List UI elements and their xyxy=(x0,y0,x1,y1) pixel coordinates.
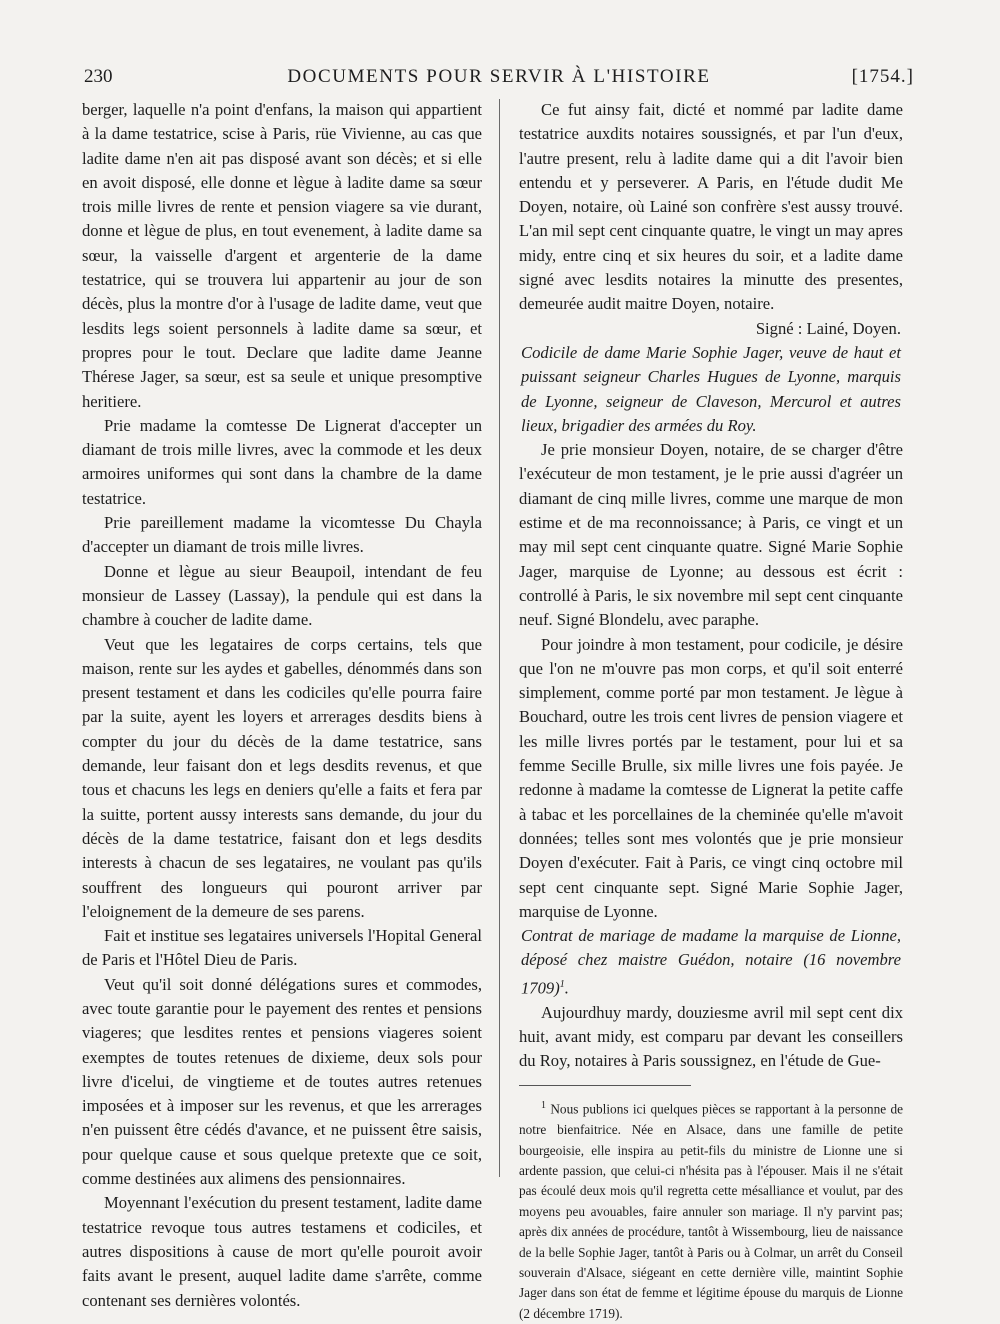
signature-line: Signé : Lainé, Doyen. xyxy=(755,318,901,338)
footnote xyxy=(519,1096,903,1324)
left-column xyxy=(82,98,482,1313)
running-year: [1754.] xyxy=(851,66,914,87)
footnote-text: Nous publions ici quelques pièces se rapportant à la personne de notre bienfaitrice. Née en Alsace, dans une famille de petite bourgeoisie, elle inspira au petit-fils du ministre de Lionne une si ardente passion, que celui-ci n'hésita pas à l'épouser. Mais il ne s'était pas écoulé deux mois qu'il regretta cette mésalliance et voulut, par des moyens peu avouables, faire annuler son mariage. Il n'y parvint pas; après dix années de procédure, tantôt à Wissembourg, lieu de naissance de la belle Sophie Jager, tantôt à Paris ou à Colmar, un arrêt du Conseil souverain d'Alsace, siégeant en cette dernière ville, maintint Sophie Jager dans son état de femme et légitime épouse du marquis de Lionne (2 décembre 1719). xyxy=(519,1101,903,1321)
right-column xyxy=(519,98,903,1324)
paragraph: Veut qu'il soit donné délégations sures et commodes, avec toute garantie pour le payement des rentes et pensions viageres; que lesdites rentes et pensions viageres soient exemptes de toutes retenues de dixieme, deux sols pour livre d'icelui, de vingtieme et de toutes autres retenues imposées et à imposer sur les revenus, et que les arrerages n'en puissent être cédés d'avance, et ne puissent être saisis, pour quelque cause et sous quelque pretexte que ce soit, comme destinées aux alimens des pensionnaires. xyxy=(82,974,482,1189)
paragraph: Donne et lègue au sieur Beaupoil, intendant de feu monsieur de Lassey (Lassay), la pendule qui est dans la chambre à coucher de ladite dame. xyxy=(82,561,482,630)
paragraph: Moyennant l'exécution du present testament, ladite dame testatrice revoque tous autres testamens et codiciles, et autres dispositions à cause de mort qu'elle pouroit avoir faits avant le present, auquel ladite dame s'arrête, comme contenant ses dernières volontés. xyxy=(82,1193,482,1310)
running-title: DOCUMENTS POUR SERVIR À L'HISTOIRE xyxy=(287,66,711,87)
paragraph: Pour joindre à mon testament, pour codicile, je désire que l'on ne m'ouvre pas mon corps, et qu'il soit enterré simplement, comme porté par mon testament. Je lègue à Bouchard, outre les trois cent livres de pension viagere et les mille livres portés par le testament, pour lui et sa femme Secille Brulle, six mille livres une fois payée. Je redonne à madame la comtesse de Lignerat la petite caffe à tabac et les porcellaines de la cheminée qu'elle m'avoit données; telles sont mes volontés que je prie monsieur Doyen d'exécuter. Fait à Paris, ce vingt cinq octobre mil sept cent cinquante sept. Signé Marie Sophie Jager, marquise de Lyonne. xyxy=(519,634,903,921)
footnote-divider xyxy=(519,1085,691,1086)
paragraph: Veut que les legataires de corps certains, tels que maison, rente sur les aydes et gabelles, dénommés dans son present testament et dans les codiciles qu'elle pourra faire par la suite, ayent les loyers et arrerages desdits biens à compter du jour du décès de la dame testatrice, sans demande, leur faisant don et legs desdits revenus, et que tous et chacuns les legs en deniers qu'elle a faits et fera par la suitte, portent aussy interests sans demande, du jour du décès de la dame testatrice, faisant don et legs desdits interests à chacun de ses legataires, ne voulant pas qu'ils souffrent des longueurs qui pouront arriver par l'eloignement de la demeure de ses parens. xyxy=(82,634,482,921)
paragraph: Ce fut ainsy fait, dicté et nommé par ladite dame testatrice auxdits notaires soussignés, et par l'un d'eux, l'autre present, relu à ladite dame qui a dit l'avoir bien entendu et y perseverer. A Paris, en l'étude dudit Me Doyen, notaire, où Lainé son confrère s'est aussy trouvé. L'an mil sept cent cinquante quatre, le vingt un may apres midy, entre cinq et six heures du soir, et a ladite dame signé avec lesdits notaires la minutte des presentes, demeurée audit maitre Doyen, notaire. xyxy=(519,100,903,314)
paragraph: Prie pareillement madame la vicomtesse Du Chayla d'accepter un diamant de trois mille livres. xyxy=(82,513,482,557)
paragraph: Je prie monsieur Doyen, notaire, de se charger d'être l'exécuteur de mon testament, je le prie aussi d'agréer un diamant de cinq mille livres, comme une marque de mon estime et de ma reconnoissance; à Paris, ce vingt et un may mil sept cent cinquante quatre. Signé Marie Sophie Jager, marquise de Lyonne; au dessous est écrit : controllé à Paris, le six novembre mil sept cent cinquante neuf. Signé Blondelu, avec paraphe. xyxy=(519,440,903,630)
heading-text: Contrat de mariage de madame la marquise de Lionne, déposé chez maistre Guédon, notaire (16 novembre 1709) xyxy=(521,926,901,998)
paragraph: Prie madame la comtesse De Lignerat d'accepter un diamant de trois mille livres, avec la commode et les deux armoires uniformes qui sont dans la chambre de la dame testatrice. xyxy=(82,415,482,508)
section-heading-contrat: Contrat de mariage de madame la marquise de Lionne, déposé chez maistre Guédon, notaire (16 novembre 1709)$^1$. xyxy=(521,926,901,998)
paragraph: berger, laquelle n'a point d'enfans, la maison qui appartient à la dame testatrice, scise à Paris, rüe Vivienne, au cas que ladite dame n'en ait pas disposé avant son décès; et si elle en avoit disposé, elle donne et lègue à ladite dame sa sœur trois mille livres de rente et pension viagere sa vie durant, donne et lègue de plus, en tout evenement, à ladite dame sa sœur, la vaisselle d'argent et argenterie de la dame testatrice, qui se trouvera lui appartenir au jour de son décès, plus la montre d'or à l'usage de ladite dame, veut que lesdits legs soient personnels à ladite dame sa sœur, et propres pour le tout. Declare que ladite dame Jeanne Thérese Jager, sa sœur, est sa seule et unique presomptive heritiere. xyxy=(82,100,482,411)
footnote-reference: 1 xyxy=(559,978,565,990)
section-heading-codicile: Codicile de dame Marie Sophie Jager, veuve de haut et puissant seigneur Charles Hugues de Lyonne, marquis de Lyonne, seigneur de Claveson, Mercurol et autres lieux, brigadier des armées du Roy. xyxy=(521,342,901,435)
column-divider xyxy=(499,99,500,1177)
paragraph: Fait et institue ses legataires universels l'Hopital General de Paris et l'Hôtel Dieu de Paris. xyxy=(82,926,482,970)
footnote-marker: 1 xyxy=(541,1100,546,1112)
running-header xyxy=(84,66,914,96)
page-number: 230 xyxy=(84,66,113,87)
paragraph: Aujourdhuy mardy, douziesme avril mil sept cent dix huit, avant midy, est comparu par devant les conseillers du Roy, notaires à Paris soussignez, en l'étude de Gue- xyxy=(519,1002,903,1071)
